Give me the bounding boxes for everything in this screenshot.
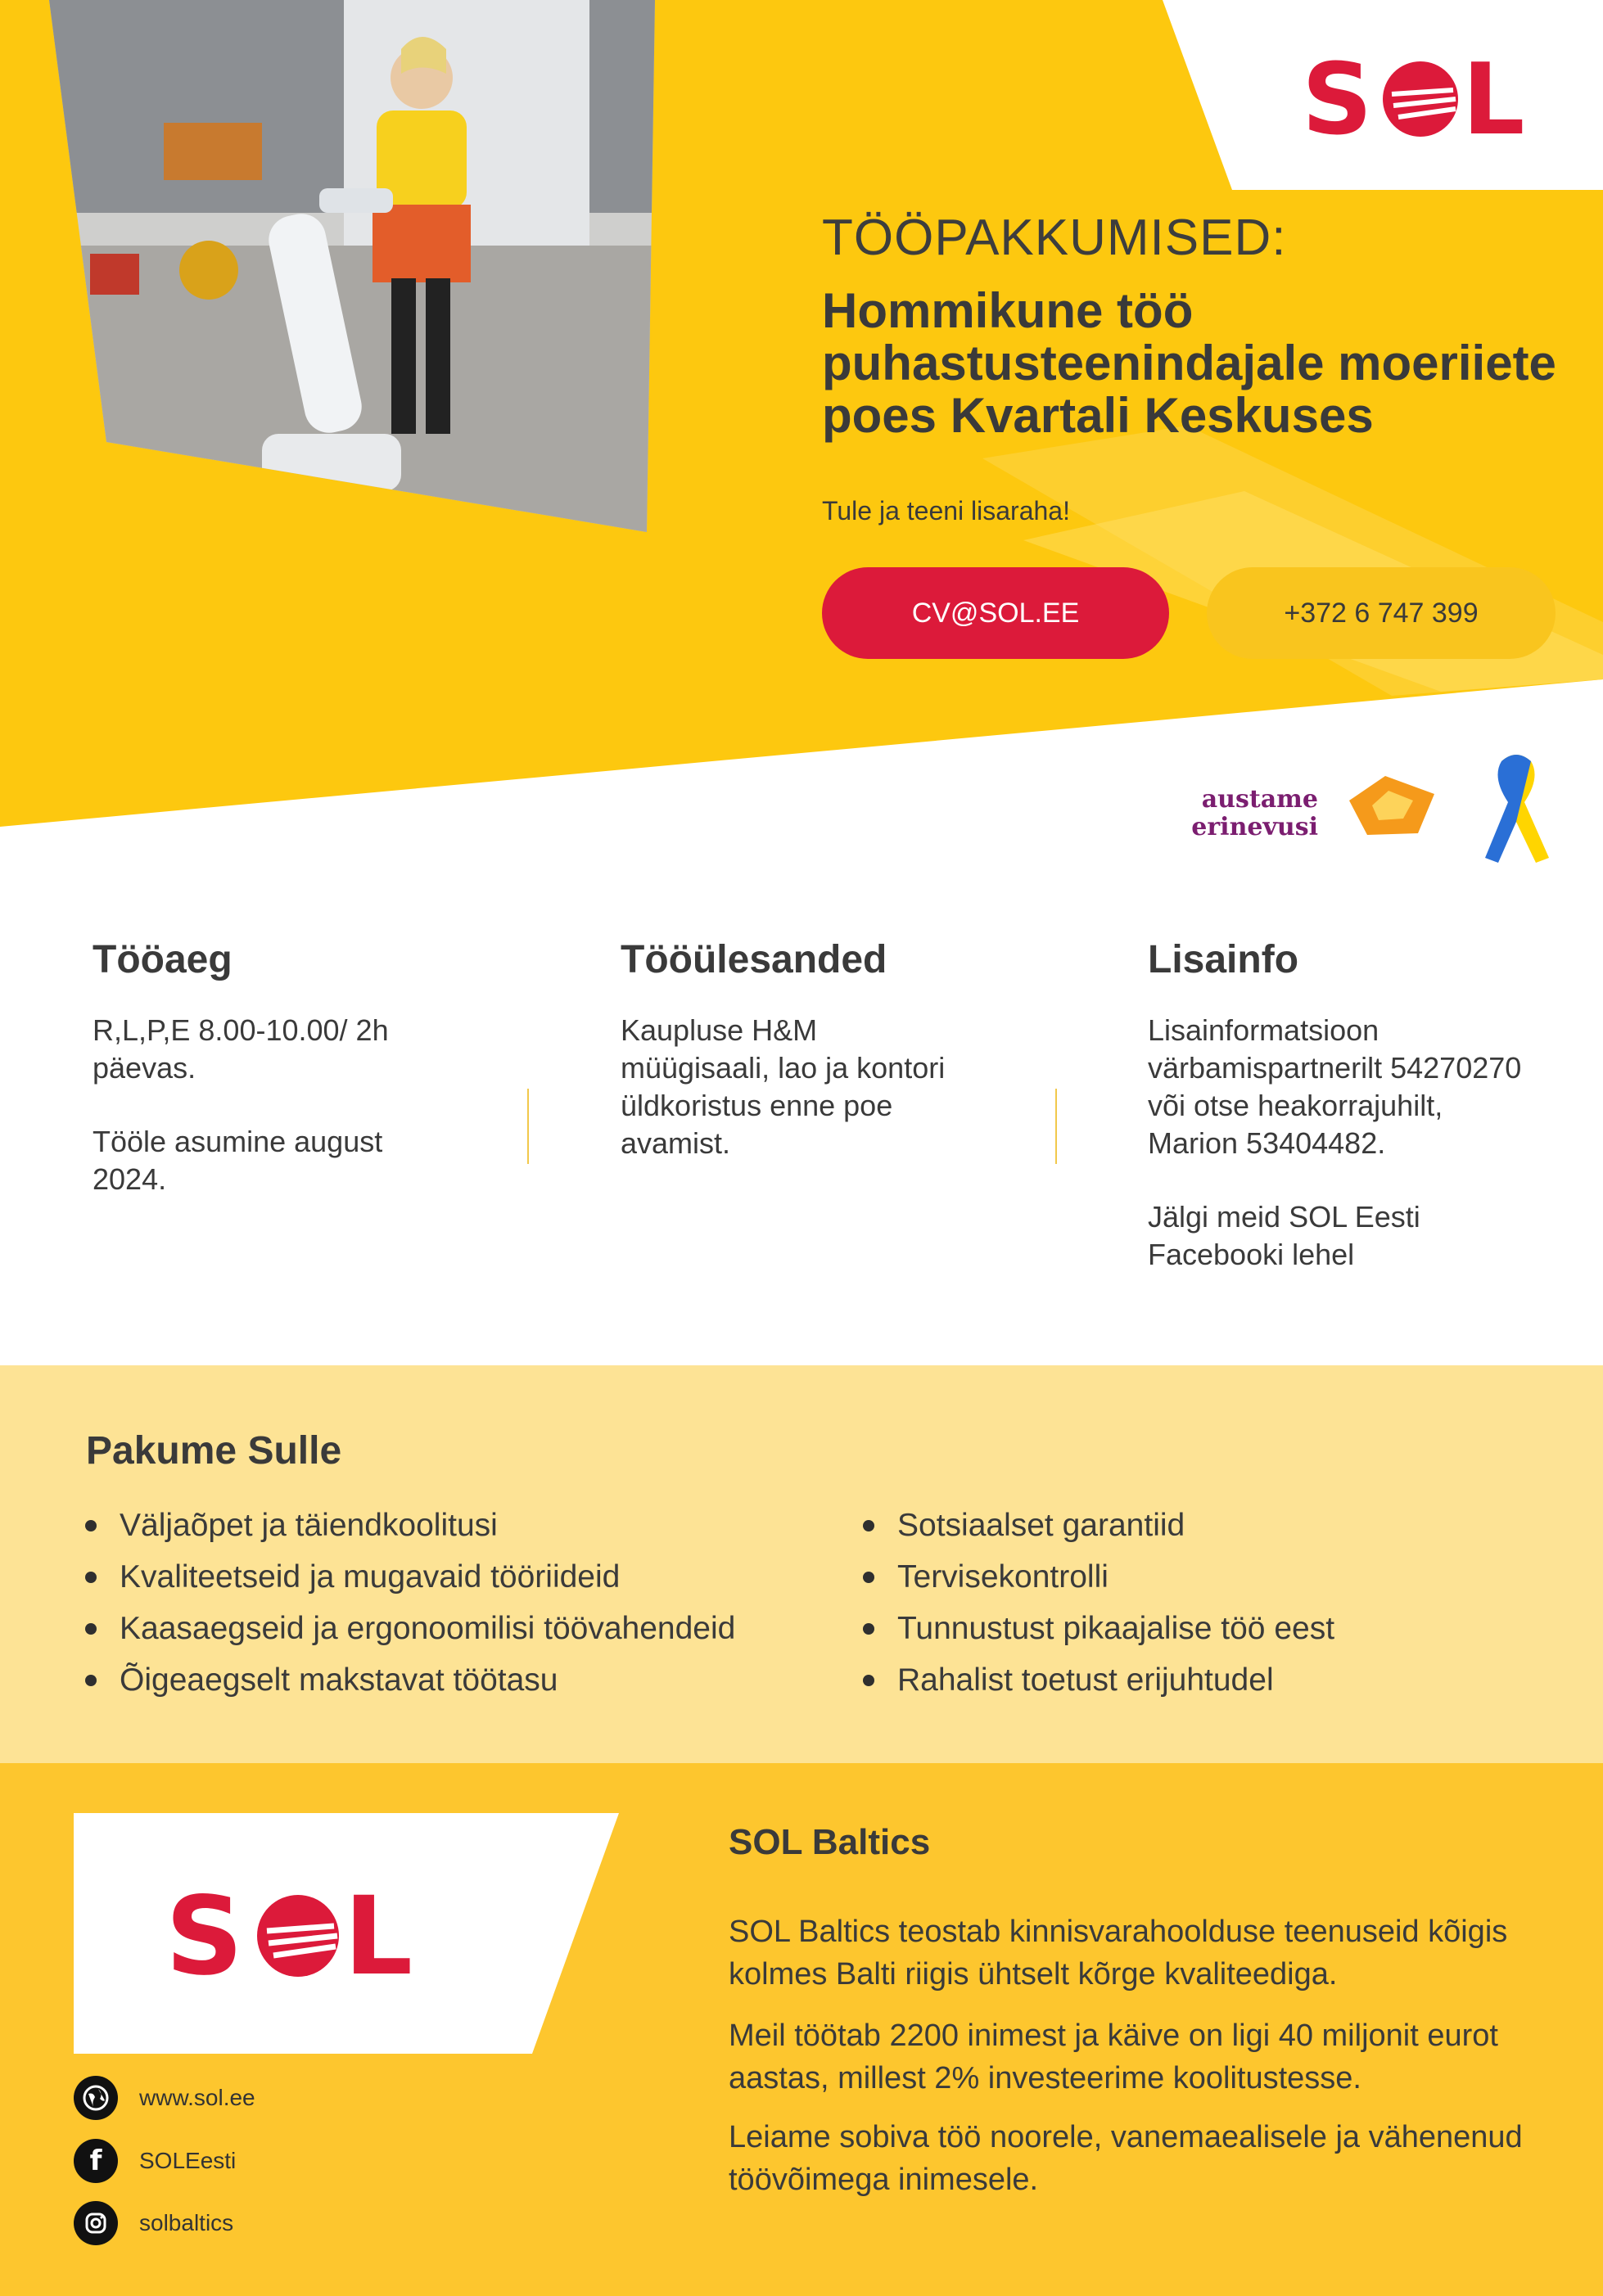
job-offers-kicker: TÖÖPAKKUMISED: [822, 210, 1287, 266]
about-paragraph-3: Leiame sobiva töö noorele, vanemaealisele ja vähenenud töövõimega inimesele. [729, 2120, 1523, 2197]
sol-logo-text: S [1302, 45, 1373, 151]
work-time-column [93, 937, 436, 1234]
list-item: Tervisekontrolli [863, 1551, 1334, 1603]
column-divider [1055, 1089, 1057, 1164]
diversity-charter-icon [1343, 769, 1441, 843]
instagram-icon [74, 2201, 118, 2245]
diversity-line-2: erinevusi [1191, 813, 1318, 841]
tasks-title: Tööülesanded [621, 938, 887, 981]
footer-logo-card [74, 1813, 619, 2054]
facebook-icon: f [74, 2139, 118, 2183]
list-item: Kaasaegseid ja ergonoomilisi töövahendeid [85, 1603, 735, 1654]
ukraine-ribbon-icon [1477, 753, 1556, 868]
job-title: Hommikune töö puhastusteenindajale moeriiete poes Kvartali Keskuses [822, 283, 1556, 443]
list-item: Kvaliteetseid ja mugavaid tööriideid [85, 1551, 735, 1603]
tasks-text: Kaupluse H&M müügisaali, lao ja kontori üldkoristus enne poe avamist. [621, 1013, 946, 1160]
list-item: Väljaõpet ja täiendkoolitusi [85, 1500, 735, 1551]
benefits-list-right [863, 1500, 1334, 1706]
svg-text:L: L [344, 1874, 413, 2000]
more-info-facebook: Jälgi meid SOL Eesti Facebooki lehel [1148, 1200, 1420, 1271]
email-cv-button[interactable]: CV@SOL.EE [822, 567, 1169, 659]
about-paragraph-1: SOL Baltics teostab kinnisvarahoolduse teenuseid kõigis kolmes Balti riigis ühtselt kõrge kvaliteediga. [729, 1915, 1508, 1992]
facebook-link[interactable] [74, 2138, 565, 2184]
svg-text:L: L [1462, 45, 1525, 151]
diversity-line-1: austame [1201, 785, 1318, 814]
globe-icon [74, 2076, 118, 2120]
work-time-schedule: R,L,P,E 8.00-10.00/ 2h päevas. [93, 1013, 389, 1085]
about-paragraph-2: Meil töötab 2200 inimest ja käive on ligi 40 miljonit eurot aastas, millest 2% investeerime koolitustesse. [729, 2019, 1498, 2095]
sol-logo [1302, 45, 1539, 151]
more-info-title: Lisainfo [1148, 938, 1299, 981]
instagram-link[interactable] [74, 2200, 565, 2246]
list-item: Rahalist toetust erijuhtudel [863, 1654, 1334, 1706]
list-item: Tunnustust pikaajalise töö eest [863, 1603, 1334, 1654]
about-title: SOL Baltics [729, 1822, 931, 1862]
benefits-title: Pakume Sulle [86, 1429, 342, 1473]
svg-text:S: S [165, 1874, 244, 2000]
list-item: Õigeaegselt makstavat töötasu [85, 1654, 735, 1706]
more-info-contacts: Lisainformatsioon värbamispartnerilt 54270270 või otse heakorrajuhilt, Marion 53404482. [1148, 1013, 1522, 1160]
tasks-column [621, 937, 964, 1198]
list-item: Sotsiaalset garantiid [863, 1500, 1334, 1551]
website-link[interactable] [74, 2075, 565, 2121]
instagram-label: solbaltics [139, 2210, 234, 2235]
more-info-column [1148, 937, 1524, 1310]
benefits-list-left [85, 1500, 735, 1706]
diversity-slogan [1167, 786, 1318, 841]
hero-subtitle: Tule ja teeni lisaraha! [822, 496, 1070, 526]
website-label: www.sol.ee [139, 2085, 255, 2110]
work-time-title: Tööaeg [93, 938, 233, 981]
phone-button[interactable]: +372 6 747 399 [1207, 567, 1556, 659]
work-time-start: Tööle asumine august 2024. [93, 1125, 383, 1196]
cleaning-worker-photo [0, 0, 655, 540]
facebook-label: SOLEesti [139, 2148, 237, 2173]
column-divider [527, 1089, 529, 1164]
